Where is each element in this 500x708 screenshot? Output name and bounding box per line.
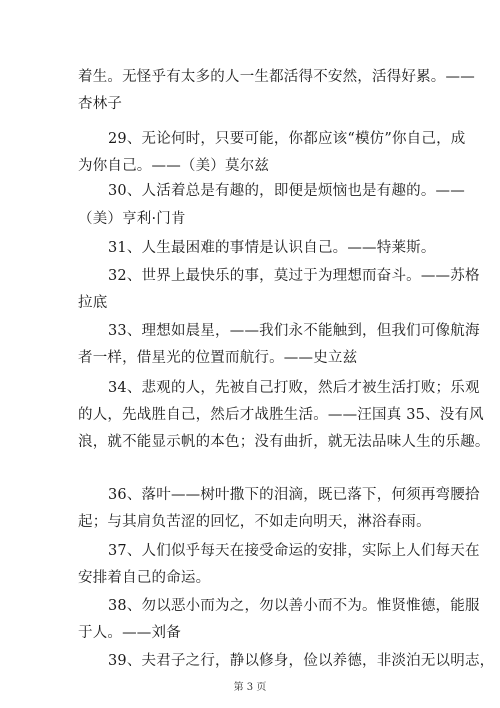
text-line: 37、人们似乎每天在接受命运的安排，实际上人们每天在 [108, 543, 480, 559]
text-line: 38、勿以恶小而为之，勿以善小而不为。惟贤惟德，能服 [108, 598, 480, 614]
text-line: 29、无论何时，只要可能，你都应该“模仿”你自己，成 [108, 131, 466, 147]
text-line: 31、人生最困难的事情是认识自己。——特莱斯。 [108, 240, 436, 256]
text-line: 30、人活着总是有趣的，即便是烦恼也是有趣的。—— [108, 183, 465, 199]
text-line: 浪，就不能显示帆的本色；没有曲折，就无法品味人生的乐趣。 [78, 434, 490, 450]
text-line: 39、夫君子之行，静以修身，俭以养德，非淡泊无以明志， [108, 653, 495, 669]
page-number: 第 3 页 [233, 682, 267, 693]
text-line: 32、世界上最快乐的事，莫过于为理想而奋斗。——苏格 [108, 268, 480, 284]
text-line: 34、悲观的人，先被自己打败，然后才被生活打败；乐观 [108, 380, 480, 396]
text-line: 33、理想如晨星，——我们永不能触到，但我们可像航海 [108, 323, 480, 339]
text-line: （美）亨利·门肯 [78, 211, 186, 227]
text-line: 的人，先战胜自己，然后才战胜生活。——汪国真 35、没有风 [78, 407, 484, 423]
text-line: 着生。无怪乎有太多的人一生都活得不安然，活得好累。—— [78, 69, 475, 85]
text-line: 杏林子 [78, 96, 123, 112]
text-line: 安排着自己的命运。 [78, 570, 211, 586]
text-line: 起；与其肩负苦涩的回忆，不如走向明天，淋浴春雨。 [78, 514, 431, 530]
text-line: 为你自己。——（美）莫尔兹 [78, 158, 270, 174]
text-line: 于人。——刘备 [78, 625, 181, 641]
text-line: 者一样，借星光的位置而航行。——史立兹 [78, 350, 358, 366]
text-line: 36、落叶——树叶撒下的泪滴，既已落下，何须再弯腰拾 [108, 487, 480, 503]
text-line: 拉底 [78, 295, 108, 311]
